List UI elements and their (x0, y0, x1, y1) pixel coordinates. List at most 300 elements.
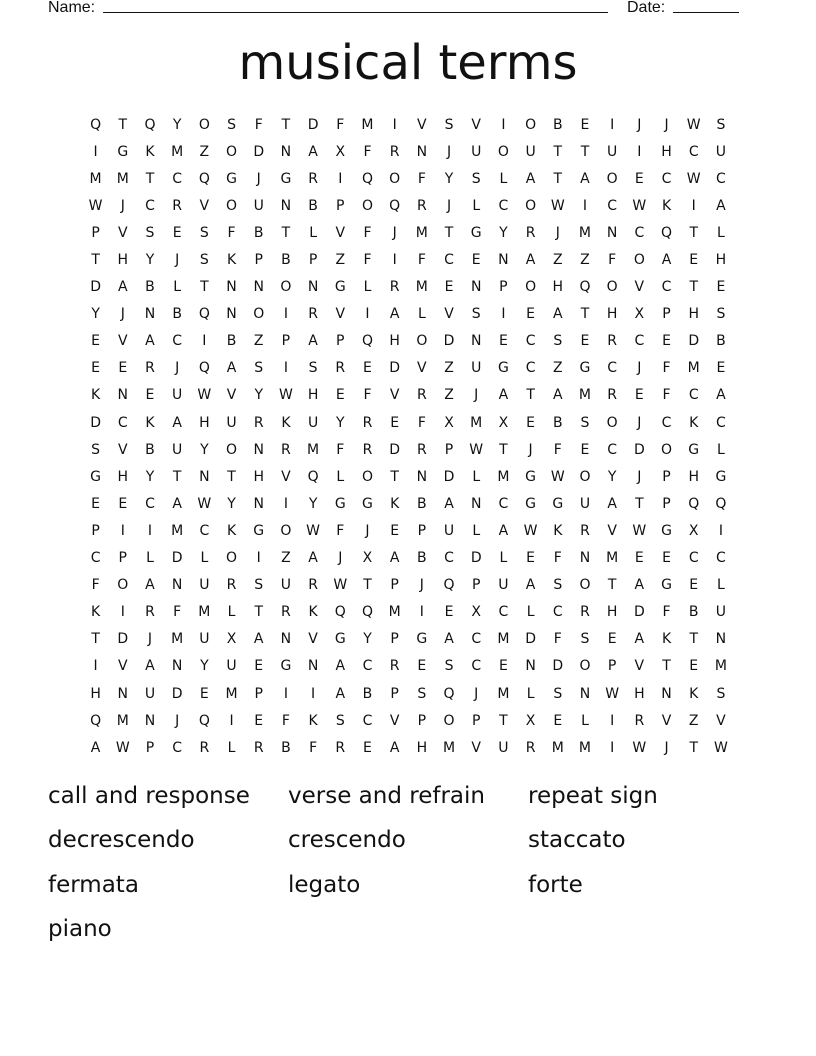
grid-letter: R (416, 197, 427, 214)
grid-letter: O (579, 658, 591, 675)
grid-letter: E (145, 387, 155, 404)
grid-letter: E (390, 522, 400, 539)
grid-letter: B (417, 495, 427, 512)
grid-letter: E (580, 116, 590, 133)
grid-letter: U (226, 658, 237, 675)
grid-letter: Y (172, 116, 182, 133)
grid-letter: Y (254, 387, 263, 404)
grid-letter: Q (198, 306, 210, 323)
grid-letter: A (226, 360, 237, 377)
word-list-item: crescendo (288, 827, 406, 854)
grid-letter: E (689, 658, 699, 675)
word-list-item: staccato (528, 827, 626, 854)
grid-letter: E (363, 739, 372, 756)
grid-letter: F (254, 116, 263, 133)
grid-letter: T (580, 306, 590, 323)
grid-letter: K (145, 414, 155, 431)
grid-letter: E (498, 333, 508, 350)
grid-letter: G (253, 522, 265, 539)
grid-letter: R (607, 333, 618, 350)
grid-letter: O (661, 441, 673, 458)
grid-letter: I (93, 658, 98, 675)
grid-letter: C (444, 252, 454, 269)
grid-letter: J (175, 360, 180, 377)
grid-letter: E (634, 550, 644, 567)
grid-letter: R (525, 739, 536, 756)
word-list-item: repeat sign (528, 783, 658, 809)
grid-letter: U (199, 631, 210, 648)
grid-letter: B (145, 441, 155, 458)
grid-letter: A (580, 170, 590, 187)
grid-letter: L (227, 604, 236, 621)
grid-letter: F (227, 224, 236, 241)
grid-letter: R (172, 197, 183, 214)
grid-letter: H (688, 468, 699, 485)
grid-letter: V (661, 712, 672, 729)
grid-letter: C (362, 712, 373, 729)
grid-letter: G (117, 143, 129, 160)
grid-letter: W (197, 387, 212, 404)
grid-letter: G (715, 468, 727, 485)
grid-letter: B (308, 197, 318, 214)
grid-letter: L (336, 468, 345, 485)
grid-letter: E (526, 414, 536, 431)
grid-letter: M (116, 712, 129, 729)
grid-letter: R (308, 306, 318, 323)
grid-letter: M (307, 441, 320, 458)
grid-letter: O (443, 712, 455, 729)
grid-letter: C (172, 170, 183, 187)
grid-letter: Q (579, 279, 591, 296)
grid-letter: U (226, 414, 237, 431)
grid-letter: K (145, 143, 155, 160)
grid-letter: N (253, 441, 264, 458)
grid-letter: V (117, 441, 128, 458)
grid-letter: A (661, 252, 672, 269)
grid-letter: Y (363, 631, 372, 648)
grid-letter: N (226, 279, 237, 296)
grid-letter: I (610, 739, 615, 756)
grid-letter: R (607, 387, 618, 404)
grid-letter: Q (361, 170, 373, 187)
grid-letter: F (608, 252, 617, 269)
grid-letter: E (91, 360, 101, 377)
grid-letter: T (145, 170, 155, 187)
grid-letter: G (525, 468, 537, 485)
grid-letter: E (580, 441, 590, 458)
grid-letter: X (335, 143, 346, 160)
grid-letter: Y (308, 495, 318, 512)
grid-letter: I (392, 252, 397, 269)
grid-letter: W (632, 197, 647, 214)
grid-letter: J (147, 631, 153, 648)
grid-letter: H (552, 279, 564, 296)
grid-letter: H (117, 252, 129, 269)
grid-letter: O (606, 414, 618, 431)
grid-letter: G (661, 522, 672, 539)
grid-letter: I (283, 495, 288, 512)
grid-letter: T (635, 495, 644, 512)
grid-letter: L (581, 712, 589, 729)
grid-letter: B (716, 333, 726, 350)
grid-letter: N (280, 197, 292, 214)
grid-letter: T (689, 739, 698, 756)
grid-letter: K (308, 604, 318, 621)
grid-letter: O (280, 279, 292, 296)
grid-letter: H (606, 306, 618, 323)
grid-letter: M (578, 224, 592, 241)
grid-letter: E (526, 306, 536, 323)
grid-letter: K (281, 414, 291, 431)
grid-letter: H (606, 604, 618, 621)
grid-letter: W (550, 468, 565, 485)
grid-letter: P (417, 712, 427, 729)
grid-letter: J (365, 522, 370, 539)
word-list-item: fermata (48, 871, 139, 898)
grid-letter: R (253, 414, 264, 431)
grid-letter: V (417, 360, 427, 377)
grid-letter: W (713, 739, 728, 756)
grid-letter: Q (334, 604, 346, 621)
grid-letter: L (173, 279, 182, 296)
grid-letter: I (691, 197, 696, 214)
grid-letter: T (553, 170, 563, 187)
grid-letter: C (688, 143, 699, 160)
grid-letter: P (444, 441, 454, 458)
grid-letter: N (117, 685, 129, 702)
grid-letter: E (526, 550, 536, 567)
grid-letter: Y (607, 468, 617, 485)
grid-letter: B (552, 116, 563, 133)
grid-letter: C (471, 631, 482, 648)
grid-letter: L (499, 550, 508, 567)
grid-letter: J (474, 685, 479, 702)
grid-letter: E (91, 333, 101, 350)
grid-letter: F (553, 441, 562, 458)
grid-letter: S (716, 116, 726, 133)
grid-letter: Q (661, 224, 673, 241)
grid-letter: Q (144, 116, 156, 133)
name-label: Name: (48, 0, 96, 16)
grid-letter: X (498, 414, 509, 431)
grid-letter: O (226, 550, 238, 567)
grid-letter: V (471, 739, 481, 756)
grid-letter: G (280, 658, 292, 675)
grid-letter: Q (443, 577, 455, 594)
grid-letter: Z (335, 252, 346, 269)
grid-letter: Y (91, 306, 100, 323)
grid-letter: U (172, 441, 183, 458)
grid-letter: P (390, 631, 399, 648)
grid-letter: N (715, 631, 727, 648)
grid-letter: M (171, 143, 184, 160)
grid-letter: C (172, 333, 183, 350)
grid-letter: S (199, 252, 209, 269)
grid-letter: M (415, 279, 428, 296)
grid-letter: V (417, 116, 427, 133)
grid-letter: E (444, 604, 454, 621)
grid-letter: J (555, 224, 560, 241)
grid-letter: L (200, 550, 209, 567)
grid-letter: E (634, 387, 644, 404)
grid-letter: N (144, 712, 156, 729)
grid-letter: D (253, 143, 265, 160)
grid-letter: H (117, 468, 129, 485)
grid-letter: B (145, 279, 155, 296)
grid-letter: U (498, 739, 509, 756)
grid-letter: T (607, 577, 617, 594)
grid-letter: Q (443, 685, 455, 702)
grid-letter: G (579, 360, 591, 377)
grid-letter: O (280, 522, 292, 539)
grid-letter: B (281, 252, 291, 269)
grid-letter: A (308, 550, 318, 567)
grid-letter: D (171, 550, 183, 567)
grid-letter: P (336, 197, 345, 214)
grid-letter: S (417, 685, 427, 702)
grid-letter: A (389, 550, 400, 567)
grid-letter: X (444, 414, 454, 431)
grid-letter: E (689, 252, 699, 269)
grid-letter: T (390, 468, 399, 485)
grid-letter: T (91, 252, 100, 269)
grid-letter: I (120, 522, 125, 539)
grid-letter: J (392, 224, 397, 241)
grid-letter: C (716, 550, 726, 567)
grid-letter: N (171, 658, 183, 675)
grid-letter: A (634, 577, 645, 594)
grid-letter: S (553, 577, 563, 594)
grid-letter: S (444, 658, 454, 675)
grid-letter: D (470, 550, 482, 567)
grid-letter: R (199, 739, 210, 756)
grid-letter: A (552, 306, 563, 323)
grid-letter: C (716, 414, 726, 431)
grid-letter: R (580, 604, 590, 621)
grid-letter: Q (361, 604, 373, 621)
grid-letter: U (253, 197, 264, 214)
grid-letter: E (118, 360, 128, 377)
grid-letter: V (199, 197, 210, 214)
grid-letter: H (389, 333, 400, 350)
grid-letter: W (88, 197, 103, 214)
grid-letter: H (253, 468, 264, 485)
grid-letter: N (661, 685, 672, 702)
grid-letter: B (688, 604, 699, 621)
grid-letter: L (417, 306, 426, 323)
grid-letter: A (525, 577, 536, 594)
grid-letter: C (471, 658, 482, 675)
grid-letter: J (338, 550, 343, 567)
grid-letter: G (688, 441, 700, 458)
grid-letter: R (525, 224, 536, 241)
grid-letter: V (226, 387, 237, 404)
grid-letter: L (499, 170, 508, 187)
grid-letter: C (688, 550, 699, 567)
grid-letter: N (280, 143, 292, 160)
grid-letter: C (525, 333, 536, 350)
grid-letter: M (578, 387, 592, 404)
grid-letter: U (199, 577, 210, 594)
page-title: musical terms (238, 35, 578, 91)
grid-letter: J (637, 468, 642, 485)
grid-letter: F (553, 631, 562, 648)
grid-letter: I (501, 116, 506, 133)
grid-letter: S (254, 360, 264, 377)
word-search-grid (82, 111, 735, 761)
grid-letter: Z (444, 387, 454, 404)
grid-letter: B (253, 224, 264, 241)
grid-letter: D (307, 116, 319, 133)
grid-letter: P (662, 495, 671, 512)
grid-letter: K (553, 522, 563, 539)
grid-letter: I (419, 604, 424, 621)
grid-letter: A (145, 577, 155, 594)
grid-letter: B (417, 550, 427, 567)
grid-letter: F (336, 116, 345, 133)
grid-letter: B (226, 333, 237, 350)
grid-letter: Q (307, 468, 319, 485)
grid-letter: P (471, 712, 481, 729)
grid-letter: E (471, 252, 481, 269)
grid-letter: S (580, 414, 590, 431)
grid-letter: P (662, 306, 671, 323)
grid-letter: X (525, 712, 536, 729)
grid-letter: M (578, 739, 592, 756)
grid-letter: F (363, 252, 372, 269)
grid-letter: D (443, 468, 455, 485)
grid-letter: L (146, 550, 154, 567)
grid-letter: J (637, 360, 642, 377)
grid-letter: I (283, 685, 288, 702)
grid-letter: O (117, 577, 129, 594)
grid-letter: T (254, 604, 263, 621)
grid-letter: M (497, 685, 510, 702)
grid-letter: P (336, 333, 345, 350)
grid-letter: G (280, 170, 292, 187)
grid-letter: A (444, 631, 454, 648)
grid-letter: Y (499, 224, 508, 241)
grid-letter: N (470, 495, 482, 512)
grid-letter: C (90, 550, 101, 567)
grid-letter: M (687, 360, 700, 377)
grid-letter: T (281, 116, 291, 133)
grid-letter: J (664, 739, 669, 756)
grid-letter: R (416, 441, 427, 458)
grid-letter: I (283, 360, 288, 377)
grid-letter: R (389, 143, 400, 160)
grid-letter: R (335, 739, 346, 756)
word-list-item: call and response (48, 783, 250, 809)
grid-letter: S (444, 116, 454, 133)
grid-letter: N (579, 685, 591, 702)
grid-letter: S (580, 631, 590, 648)
grid-letter: N (253, 279, 264, 296)
grid-letter: F (662, 360, 671, 377)
grid-letter: E (335, 387, 345, 404)
grid-letter: F (662, 604, 671, 621)
grid-letter: E (689, 577, 699, 594)
grid-letter: B (362, 685, 373, 702)
grid-letter: R (281, 441, 291, 458)
grid-letter: H (715, 252, 727, 269)
grid-letter: Q (90, 712, 102, 729)
grid-letter: M (606, 550, 619, 567)
grid-letter: H (661, 143, 672, 160)
worksheet-header (48, 0, 748, 19)
grid-letter: A (389, 739, 400, 756)
grid-letter: Z (552, 252, 563, 269)
grid-letter: A (172, 414, 182, 431)
grid-letter: I (610, 712, 615, 729)
grid-letter: A (716, 197, 726, 214)
grid-letter: S (199, 224, 209, 241)
grid-letter: O (226, 197, 238, 214)
grid-letter: T (499, 712, 508, 729)
grid-letter: P (390, 685, 399, 702)
grid-letter: A (552, 387, 563, 404)
grid-letter: L (717, 224, 725, 241)
grid-letter: A (308, 333, 318, 350)
grid-letter: E (363, 360, 372, 377)
grid-letter: U (607, 143, 618, 160)
grid-letter: W (278, 387, 293, 404)
grid-letter: G (362, 495, 373, 512)
grid-letter: F (336, 441, 345, 458)
grid-letter: Z (444, 360, 454, 377)
grid-letter: J (175, 712, 180, 729)
grid-letter: C (661, 414, 672, 431)
grid-letter: U (172, 387, 183, 404)
grid-letter: V (444, 306, 454, 323)
grid-letter: L (472, 522, 481, 539)
grid-letter: O (253, 306, 265, 323)
grid-letter: J (120, 306, 125, 323)
grid-letter: Q (389, 197, 401, 214)
grid-letter: P (662, 468, 671, 485)
grid-letter: T (689, 279, 698, 296)
grid-letter: R (145, 360, 155, 377)
grid-letter: R (580, 522, 590, 539)
grid-letter: F (363, 224, 372, 241)
grid-letter: M (225, 685, 238, 702)
grid-letter: Z (580, 252, 590, 269)
grid-letter: F (417, 252, 426, 269)
word-list-item: forte (528, 871, 583, 898)
grid-letter: E (417, 658, 427, 675)
grid-letter: N (117, 387, 129, 404)
grid-letter: T (91, 631, 100, 648)
grid-letter: G (334, 495, 346, 512)
grid-letter: T (281, 224, 291, 241)
grid-letter: J (120, 197, 125, 214)
grid-letter: R (362, 441, 373, 458)
grid-letter: R (335, 360, 346, 377)
grid-letter: E (716, 360, 726, 377)
grid-letter: T (363, 577, 372, 594)
grid-letter: J (419, 577, 424, 594)
grid-letter: J (474, 387, 479, 404)
grid-letter: A (308, 143, 318, 160)
grid-letter: O (361, 197, 373, 214)
grid-letter: R (308, 170, 318, 187)
grid-letter: C (362, 658, 373, 675)
grid-letter: S (716, 306, 726, 323)
word-list-item: piano (48, 915, 112, 942)
grid-letter: U (715, 143, 727, 160)
grid-letter: P (91, 522, 100, 539)
grid-letter: W (550, 197, 565, 214)
